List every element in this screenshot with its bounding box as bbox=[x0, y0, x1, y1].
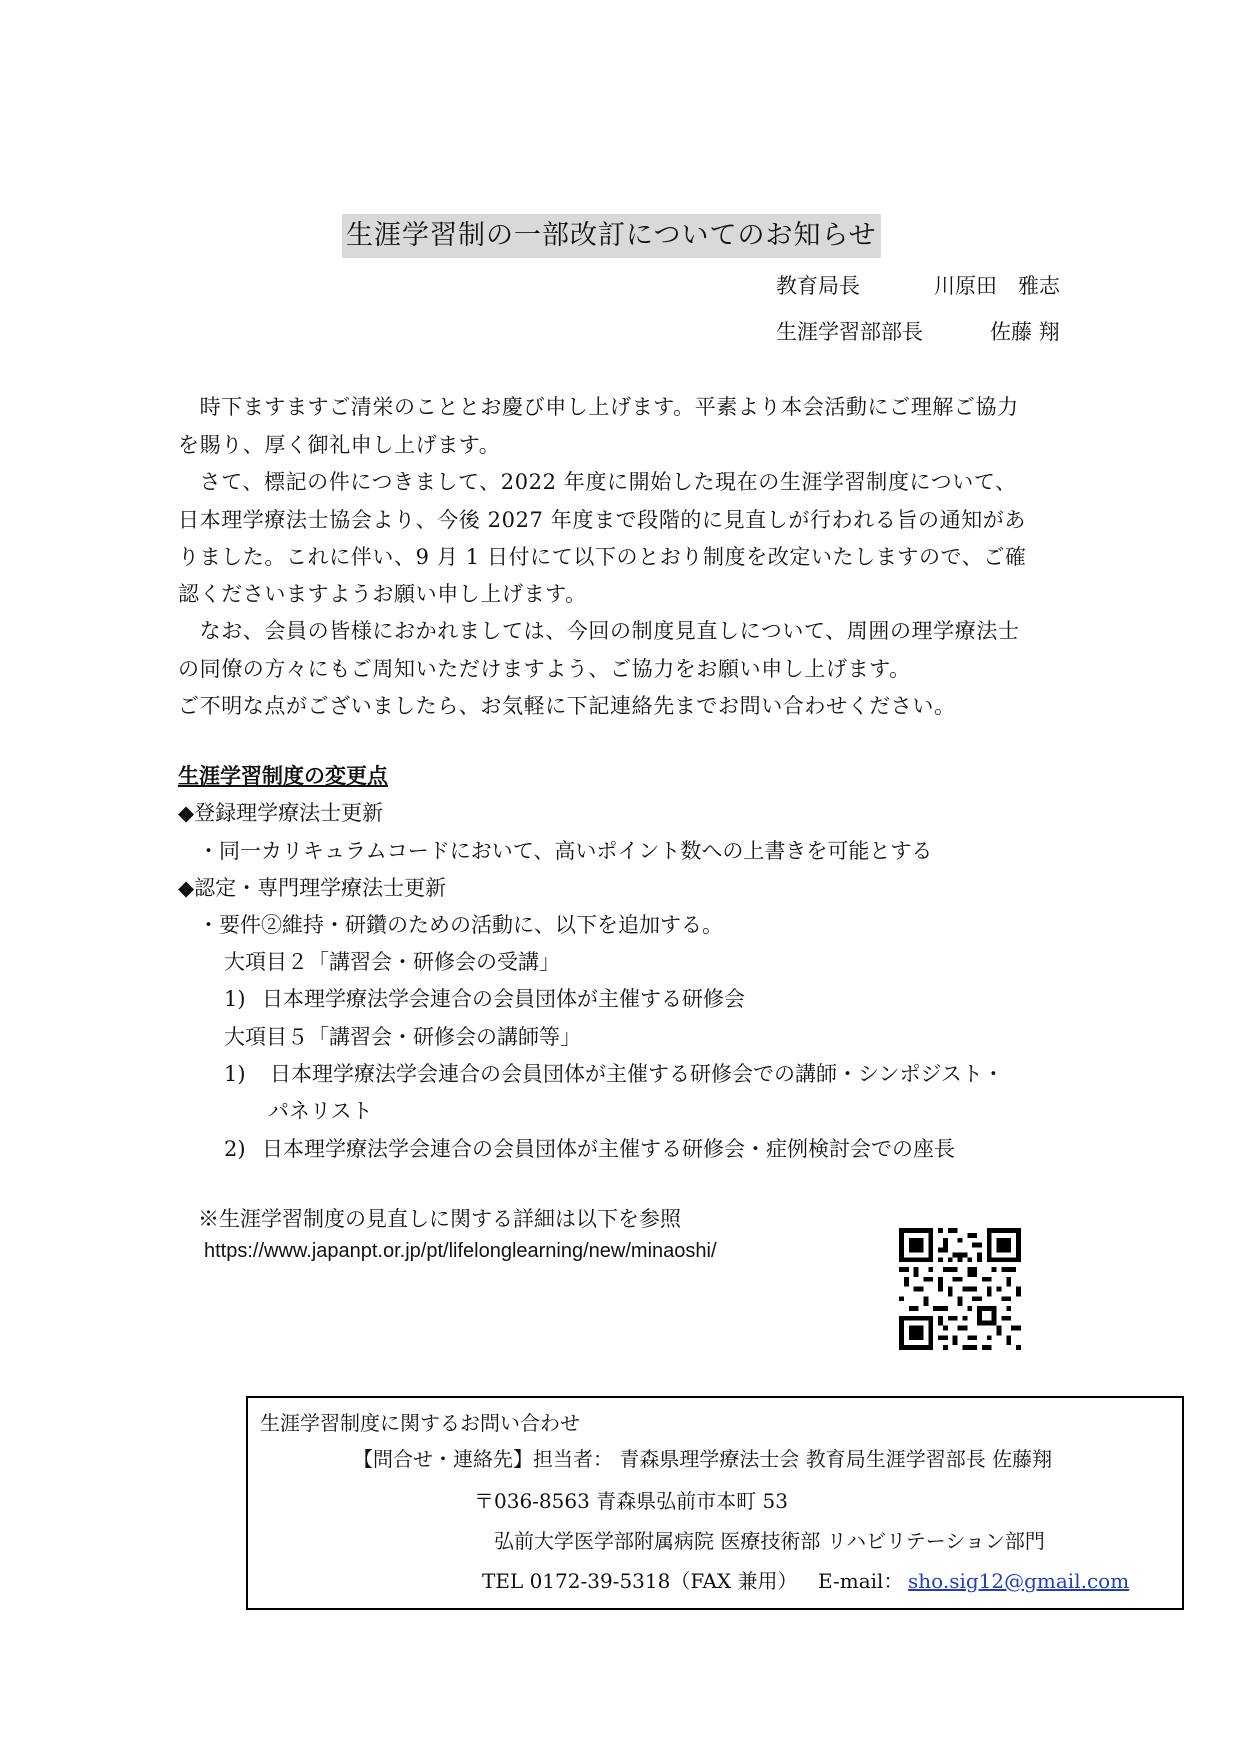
body-line: を賜り、厚く御礼申し上げます。 bbox=[178, 433, 501, 457]
reference-note: ※生涯学習制度の見直しに関する詳細は以下を参照 bbox=[198, 1207, 681, 1231]
body-line: 日本理学療法士協会より、今後 2027 年度まで段階的に見直しが行われる旨の通知があ bbox=[178, 508, 1026, 532]
body-line: ご不明な点がございましたら、お気軽に下記連絡先までお問い合わせください。 bbox=[178, 694, 956, 718]
body-line: りました。これに伴い、9 月 1 日付にて以下のとおり制度を改定いたしますので、ご確 bbox=[178, 545, 1027, 569]
body-line: なお、会員の皆様におかれましては、今回の制度見直しについて、周囲の理学療法士 bbox=[178, 619, 1020, 643]
change-subitem: ・同一カリキュラムコードにおいて、高いポイント数への上書きを可能とする bbox=[198, 839, 933, 863]
major-item-2: 大項目２「講習会・研修会の受講」 bbox=[224, 950, 560, 974]
list-item-continuation: パネリスト bbox=[268, 1099, 373, 1123]
body-line: の同僚の方々にもご周知いただけますよう、ご協力をお願い申し上げます。 bbox=[178, 657, 911, 681]
list-item: 日本理学療法学会連合の会員団体が主催する研修会・症例検討会での座長 bbox=[262, 1137, 955, 1161]
changes-heading: 生涯学習制度の変更点 bbox=[178, 763, 388, 788]
list-number: 2) bbox=[224, 1137, 246, 1161]
contact-person: 【問合せ・連絡先】担当者： 青森県理学療法士会 教育局生涯学習部長 佐藤翔 bbox=[353, 1447, 1053, 1471]
author-name-2: 佐藤 翔 bbox=[990, 320, 1060, 344]
body-line: さて、標記の件につきまして、2022 年度に開始した現在の生涯学習制度について、 bbox=[178, 470, 1017, 494]
page-title: 生涯学習制の一部改訂についてのお知らせ bbox=[342, 214, 881, 258]
author-name-1: 川原田 雅志 bbox=[934, 274, 1060, 298]
body-line: 認くださいますようお願い申し上げます。 bbox=[178, 582, 587, 606]
list-number: 1) bbox=[224, 1062, 246, 1086]
body-line: 時下ますますご清栄のこととお慶び申し上げます。平素より本会活動にご理解ご協力 bbox=[178, 395, 1019, 419]
contact-tel: TEL 0172-39-5318（FAX 兼用） bbox=[482, 1569, 798, 1593]
contact-email-label: E-mail： bbox=[818, 1569, 904, 1593]
list-number: 1) bbox=[224, 987, 246, 1011]
major-item-5: 大項目５「講習会・研修会の講師等」 bbox=[224, 1025, 581, 1049]
reference-url[interactable]: https://www.japanpt.or.jp/pt/lifelonglearning/new/minaoshi/ bbox=[204, 1240, 717, 1262]
qr-code[interactable] bbox=[899, 1228, 1021, 1350]
change-item-registered: ◆登録理学療法士更新 bbox=[178, 801, 384, 825]
contact-email-link[interactable]: sho.sig12@gmail.com bbox=[908, 1569, 1130, 1593]
author-role-1: 教育局長 bbox=[776, 274, 860, 298]
contact-organization: 弘前大学医学部附属病院 医療技術部 リハビリテーション部門 bbox=[494, 1529, 1045, 1553]
author-role-2: 生涯学習部部長 bbox=[776, 320, 923, 344]
contact-header: 生涯学習制度に関するお問い合わせ bbox=[260, 1411, 580, 1435]
change-subitem: ・要件②維持・研鑽のための活動に、以下を追加する。 bbox=[198, 913, 723, 937]
contact-address: 〒036-8563 青森県弘前市本町 53 bbox=[474, 1489, 788, 1513]
contact-box bbox=[246, 1396, 1184, 1610]
list-item: 日本理学療法学会連合の会員団体が主催する研修会での講師・シンポジスト・ bbox=[270, 1062, 1004, 1086]
change-item-certified: ◆認定・専門理学療法士更新 bbox=[178, 876, 447, 900]
list-item: 日本理学療法学会連合の会員団体が主催する研修会 bbox=[262, 987, 745, 1011]
